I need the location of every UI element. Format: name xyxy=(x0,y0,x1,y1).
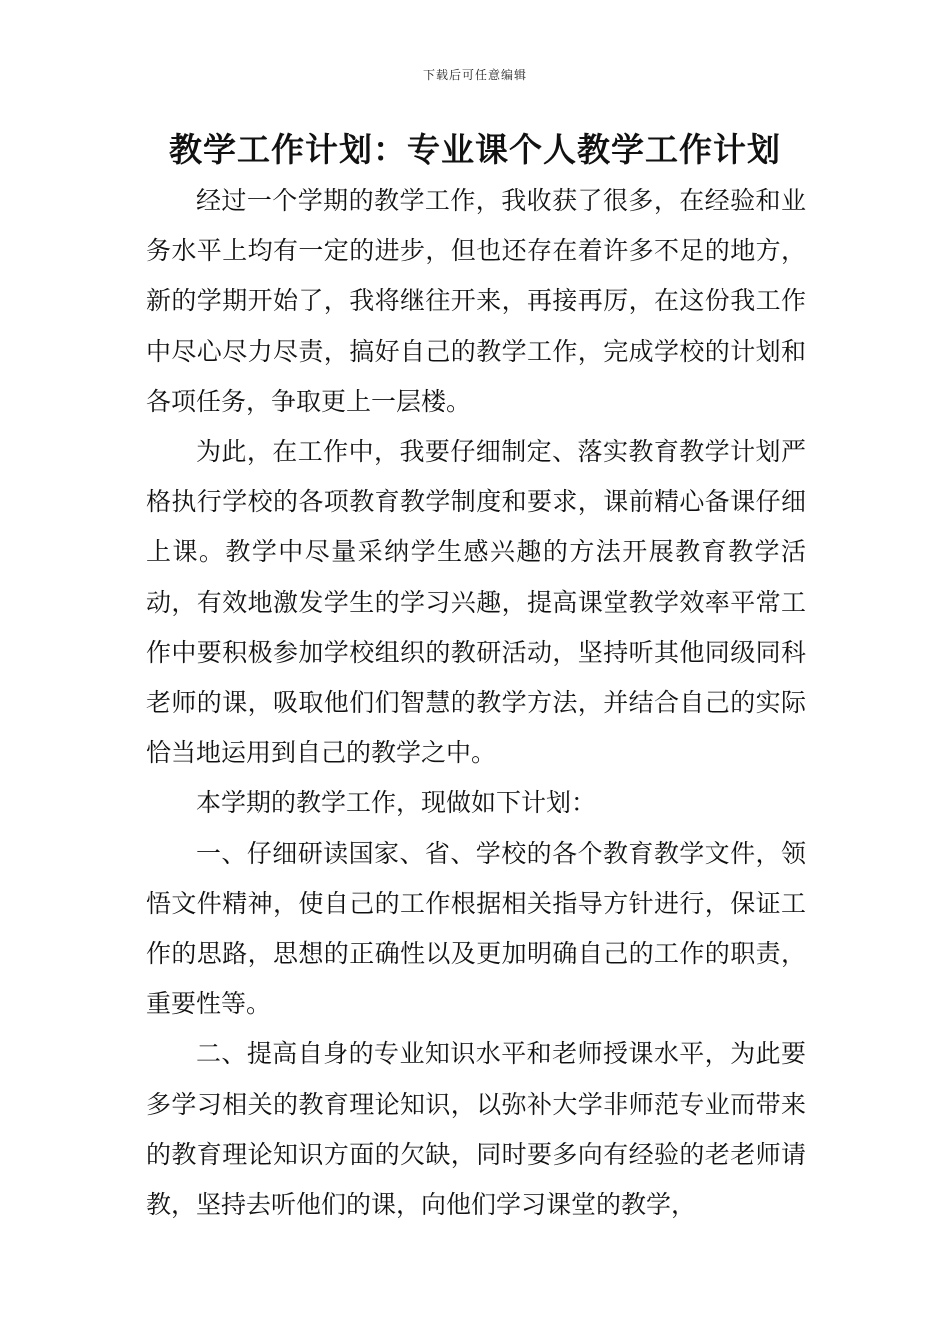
paragraph-approach: 为此，在工作中，我要仔细制定、落实教育教学计划严格执行学校的各项教育教学制度和要求，课前精心备课仔细上课。教学中尽量采纳学生感兴趣的方法开展教育教学活动，有效地激发学生的学习兴趣，提高课堂教学效率平常工作中要积极参加学校组织的教研活动，坚持听其他同级同科老师的课，吸取他们们智慧的教学方法，并结合自己的实际恰当地运用到自己的教学之中。 xyxy=(146,437,806,768)
header-note: 下载后可任意编辑 xyxy=(422,68,527,82)
paragraph-item-two: 二、提高自身的专业知识水平和老师授课水平，为此要多学习相关的教育理论知识，以弥补大学非师范专业而带来的教育理论知识方面的欠缺，同时要多向有经验的老老师请教，坚持去听他们的课，向他们学习课堂的教学， xyxy=(146,1039,806,1220)
document-body xyxy=(146,176,806,1230)
paragraph-plan-lead: 本学期的教学工作，现做如下计划： xyxy=(196,788,597,818)
document-title: 教学工作计划：专业课个人教学工作计划 xyxy=(169,130,781,169)
paragraph-item-one: 一、仔细研读国家、省、学校的各个教育教学文件，领悟文件精神，使自己的工作根据相关指导方针进行，保证工作的思路，思想的正确性以及更加明确自己的工作的职责，重要性等。 xyxy=(146,838,806,1019)
paragraph-intro: 经过一个学期的教学工作，我收获了很多，在经验和业务水平上均有一定的进步，但也还存在着许多不足的地方，新的学期开始了，我将继往开来，再接再厉，在这份我工作中尽心尽力尽责，搞好自己的教学工作，完成学校的计划和各项任务，争取更上一层楼。 xyxy=(146,186,806,416)
